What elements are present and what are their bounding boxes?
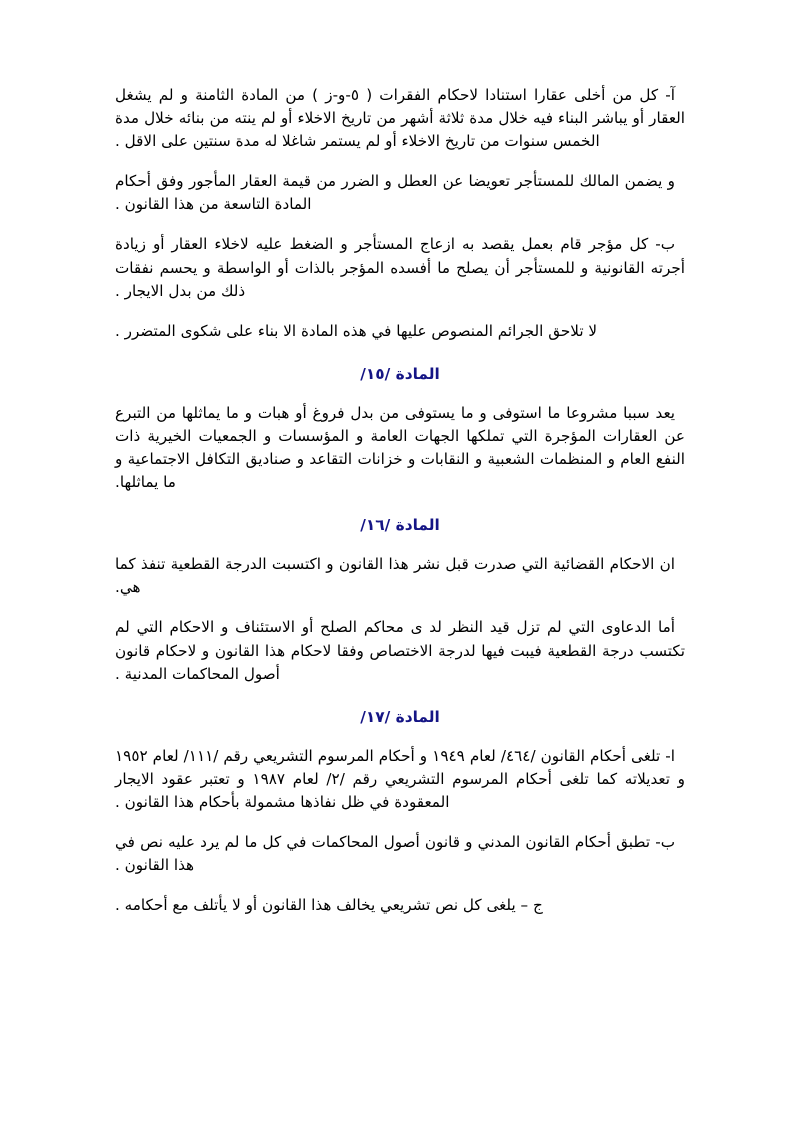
- paragraph-article17-c: ج – يلغى كل نص تشريعي يخالف هذا القانون أو لا يأتلف مع أحكامه .: [115, 896, 543, 915]
- paragraph-article16-body-1: ان الاحكام القضائية التي صدرت قبل نشر هذا القانون و اكتسبت الدرجة القطعية تنفذ كما هي.: [115, 555, 675, 597]
- paragraph-article14-b-2: لا تلاحق الجرائم المنصوص عليها في هذه المادة الا بناء على شكوى المتضرر .: [115, 321, 598, 340]
- paragraph-article17-a: ا- تلغى أحكام القانون /٤٦٤/ لعام ١٩٤٩ و أحكام المرسوم التشريعي رقم /١١١/ لعام ١٩٥٢ و تعديلاته كما تلغى أحكام المرسوم التشريعي رقم /٢/ لعام ١٩٨٧ و تعتبر عقود الايجار المعقودة في ظل نفاذها مشمولة بأحكام هذا القانون .: [115, 746, 685, 811]
- heading-article-17: المادة /١٧/: [360, 707, 440, 726]
- paragraph-article17-b: ب- تطبق أحكام القانون المدني و قانون أصول المحاكمات في كل ما لم يرد عليه نص في هذا القانون .: [115, 832, 675, 875]
- document-body: [115, 84, 685, 934]
- paragraph-article16-body-2: أما الدعاوى التي لم تزل قيد النظر لد ى محاكم الصلح أو الاستئناف و الاحكام التي لم تكتسب درجة القطعية فيبت فيها لدرجة الاختصاص وفقا لاحكام هذا القانون و لاحكام قانون أصول المحاكمات المدنية .: [115, 618, 685, 683]
- paragraph-article14-b: ب- كل مؤجر قام بعمل يقصد به ازعاج المستأجر و الضغط عليه لاخلاء العقار أو زيادة أجرته القانونية و للمستأجر أن يصلح ما أفسده المؤجر بالذات أو الواسطة و يحسم نفقات ذلك من بدل الايجار .: [115, 235, 685, 300]
- paragraph-article14-a-2: و يضمن المالك للمستأجر تعويضا عن العطل و الضرر من قيمة العقار المأجور وفق أحكام المادة التاسعة من هذا القانون .: [115, 172, 675, 214]
- heading-article-16: المادة /١٦/: [360, 516, 440, 535]
- paragraph-article15-body: يعد سببا مشروعا ما استوفى و ما يستوفى من بدل فروغ أو هبات و ما يماثلها من التبرع عن العقارات المؤجرة التي تملكها الجهات العامة و المؤسسات و الجمعيات الخيرية ذات النفع العام و المنظمات الشعبية و النقابات و خزانات التقاعد و صناديق التكافل الاجتماعية و ما يماثلها.: [115, 403, 685, 492]
- paragraph-article14-a: آ- كل من أخلى عقارا استنادا لاحكام الفقرات ( ٥-و-ز ) من المادة الثامنة و لم يشغل العقار أو يباشر البناء فيه خلال مدة ثلاثة أشهر من تاريخ الاخلاء أو لم ينته من بنائه خلال مدة الخمس سنوات من تاريخ الاخلاء أو لم يستمر شاغلا له مدة سنتين على الاقل .: [115, 86, 685, 151]
- heading-article-15: المادة /١٥/: [360, 364, 440, 383]
